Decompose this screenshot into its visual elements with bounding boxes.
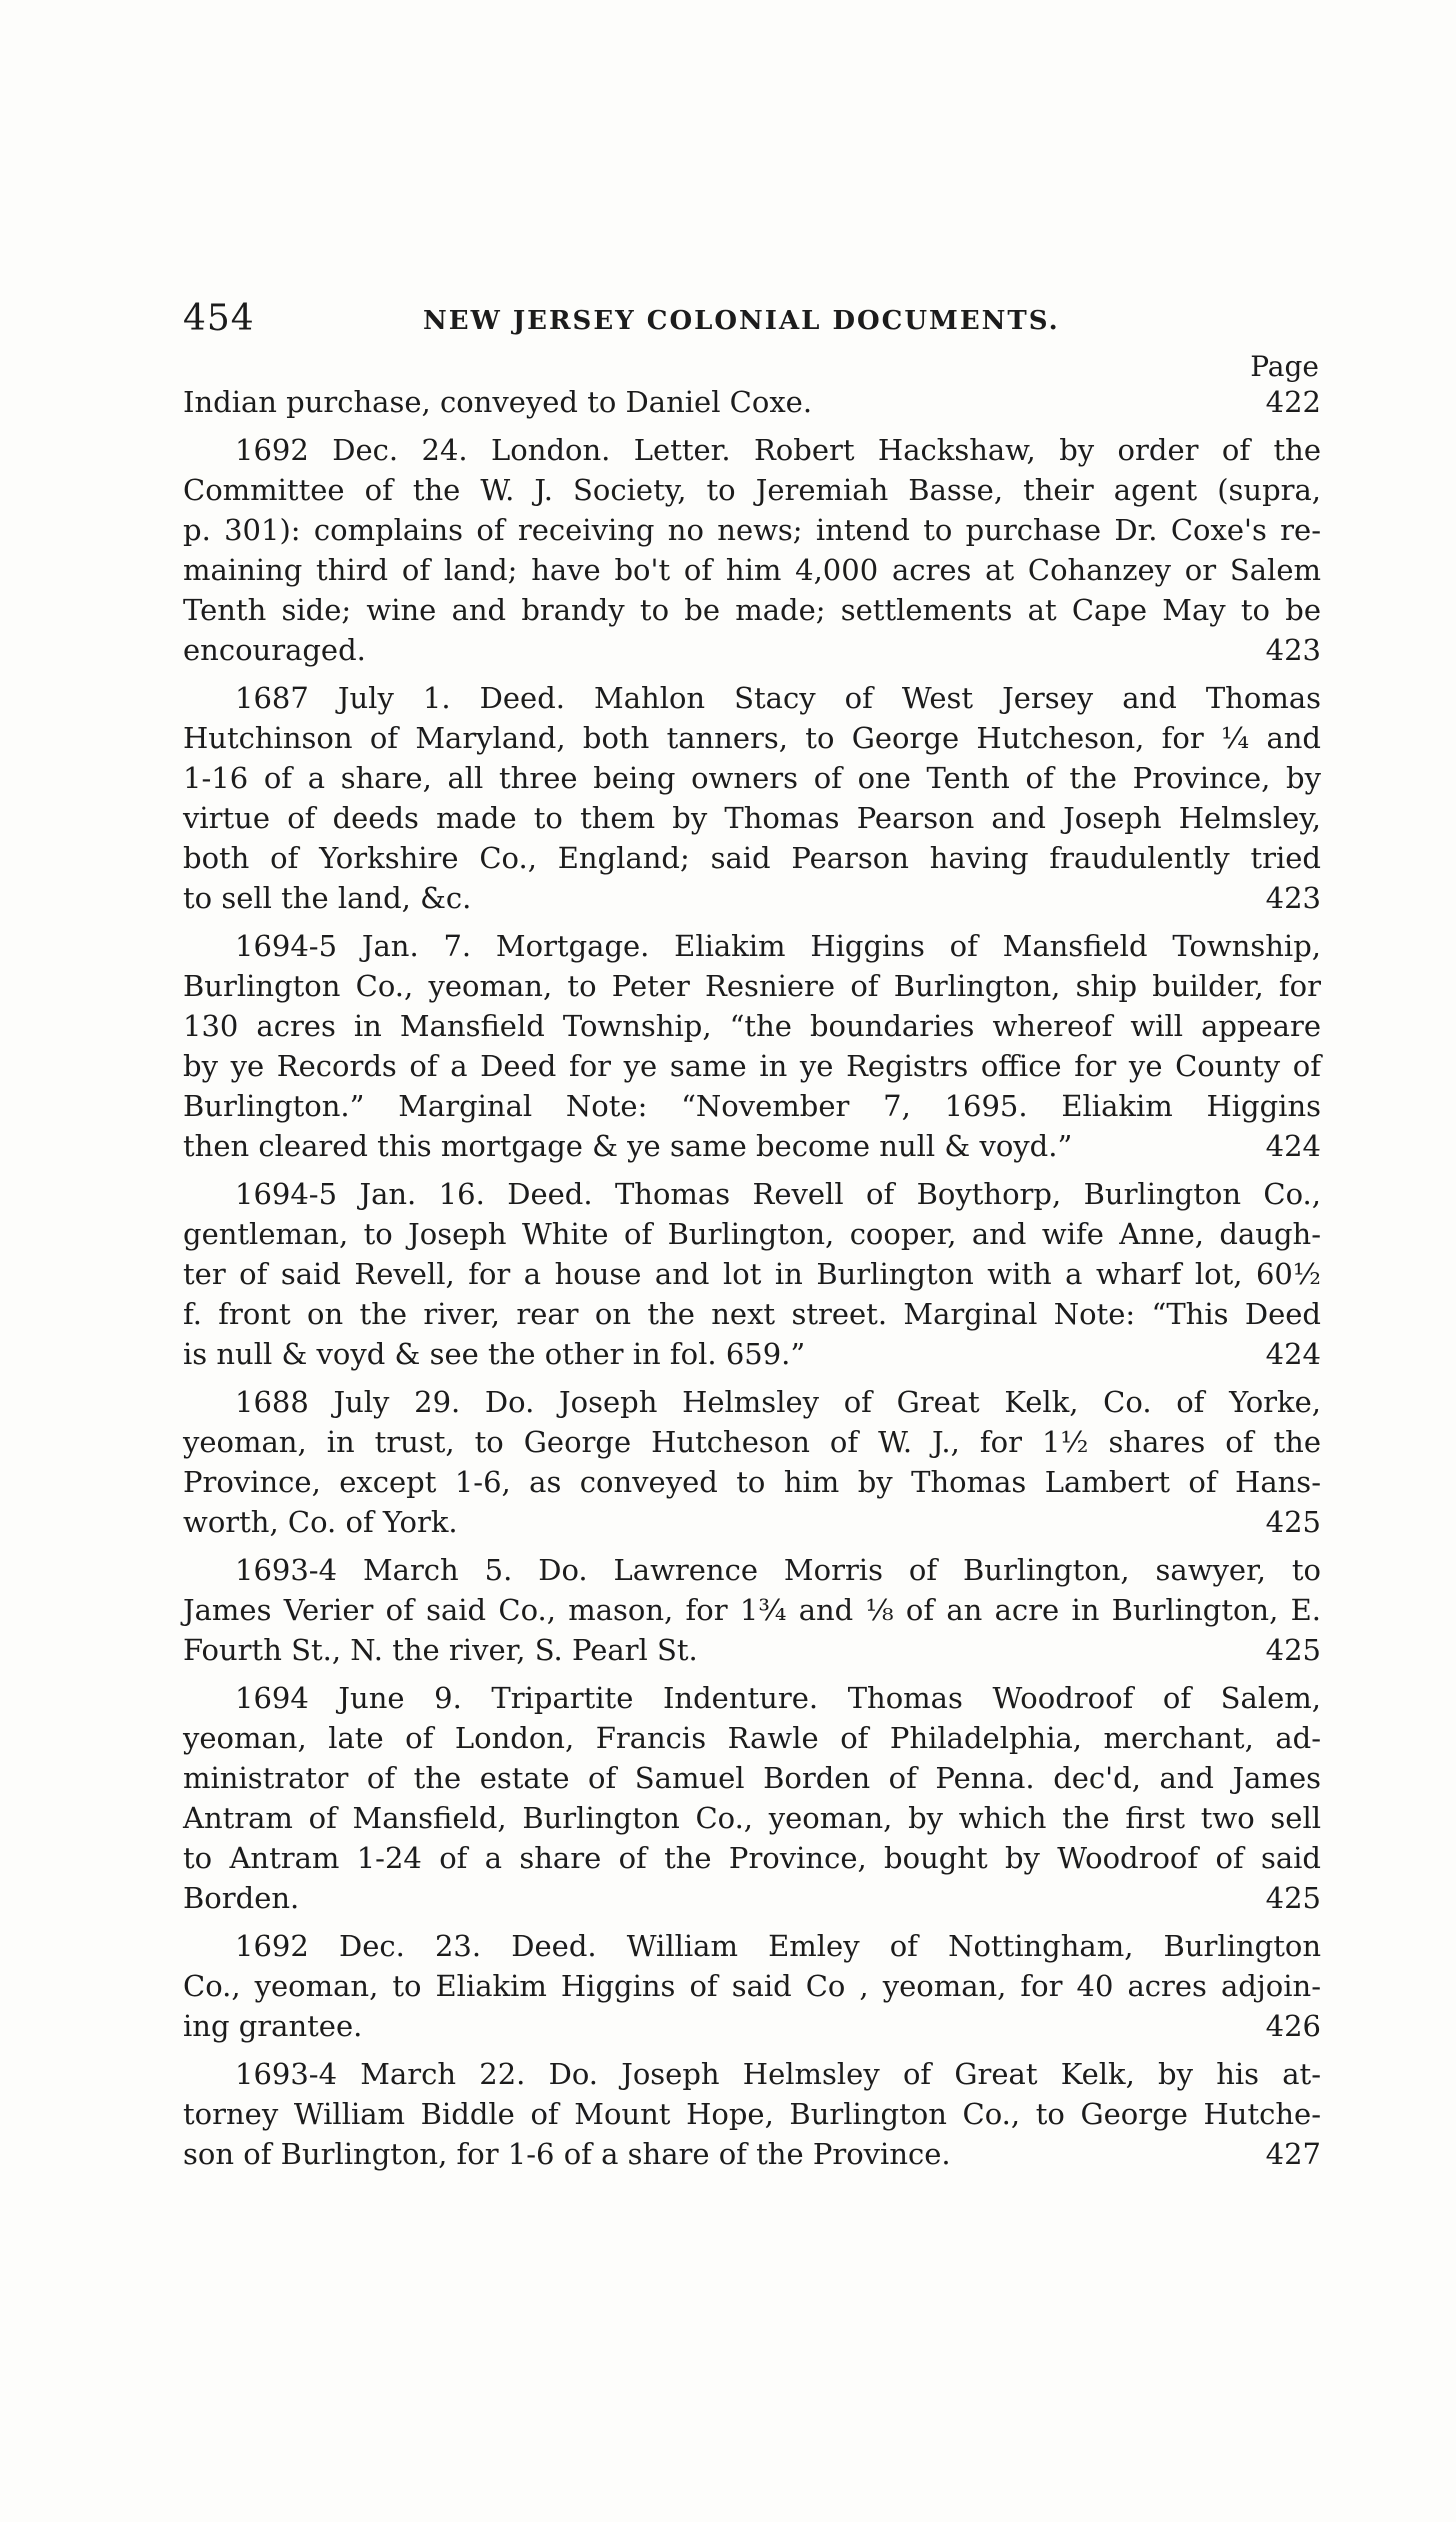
entry-text: Burlington Co., yeoman, to Peter Resniere of Burlington, ship builder, for [183,969,1321,1003]
page-reference: 423 [1265,881,1321,915]
entry-text: p. 301): complains of receiving no news; intend to purchase Dr. Coxe's re- [183,513,1321,547]
calendar-entry [183,678,1321,918]
calendar-entry [183,382,1321,422]
calendar-entry [183,1382,1321,1542]
page-number: 454 [183,298,255,339]
entry-text: Indian purchase, conveyed to Daniel Coxe. [183,385,813,419]
entry-line [183,1006,1321,1046]
entry-text: Borden. [183,1881,300,1915]
entry-line [183,550,1321,590]
entry-text: 1693-4 March 22. Do. Joseph Helmsley of Great Kelk, by his at- [235,2057,1321,2091]
entry-line [183,1502,1321,1542]
entry-text: James Verier of said Co., mason, for 1¾ and ⅛ of an acre in Burlington, E. [183,1593,1321,1627]
page-reference: 425 [1265,1633,1321,1667]
entry-text: Antram of Mansfield, Burlington Co., yeoman, by which the first two sell [183,1801,1321,1835]
entry-text: 1693-4 March 5. Do. Lawrence Morris of Burlington, sawyer, to [235,1553,1321,1587]
entry-text: 1694-5 Jan. 7. Mortgage. Eliakim Higgins of Mansfield Township, [235,929,1321,963]
entry-text: to sell the land, &c. [183,881,472,915]
entry-line [183,1086,1321,1126]
entry-line [183,798,1321,838]
entry-text: 1694-5 Jan. 16. Deed. Thomas Revell of Boythorp, Burlington Co., [235,1177,1321,1211]
entry-text: by ye Records of a Deed for ye same in ye Registrs office for ye County of [183,1049,1321,1083]
calendar-entry [183,1174,1321,1374]
entry-line [183,678,1321,718]
entry-line [183,1462,1321,1502]
entry-line [183,510,1321,550]
entry-text: ing grantee. [183,2009,363,2043]
page-reference: 425 [1265,1881,1321,1915]
entry-line [183,1678,1321,1718]
entry-text: 1688 July 29. Do. Joseph Helmsley of Great Kelk, Co. of Yorke, [235,1385,1321,1419]
page-reference: 425 [1265,1505,1321,1539]
entry-line [183,1334,1321,1374]
entry-line [183,1878,1321,1918]
entry-line [183,1798,1321,1838]
entry-text: son of Burlington, for 1-6 of a share of the Province. [183,2137,951,2171]
entry-text: gentleman, to Joseph White of Burlington, cooper, and wife Anne, daugh- [183,1217,1321,1251]
calendar-entry [183,2054,1321,2174]
entry-text: Hutchinson of Maryland, both tanners, to George Hutcheson, for ¼ and [183,721,1321,755]
entry-line [183,926,1321,966]
entry-line [183,1214,1321,1254]
entry-text: encouraged. [183,633,366,667]
calendar-entry [183,1926,1321,2046]
entry-text: Burlington.” Marginal Note: “November 7, 1695. Eliakim Higgins [183,1089,1321,1123]
entry-list [183,382,1321,2182]
entry-text: Co., yeoman, to Eliakim Higgins of said Co , yeoman, for 40 acres adjoin- [183,1969,1321,2003]
entry-line [183,1254,1321,1294]
entry-line [183,718,1321,758]
entry-line [183,1966,1321,2006]
entry-text: 1687 July 1. Deed. Mahlon Stacy of West Jersey and Thomas [235,681,1321,715]
entry-line [183,1174,1321,1214]
entry-text: 1-16 of a share, all three being owners of one Tenth of the Province, by [183,761,1321,795]
entry-line [183,1294,1321,1334]
entry-text: ministrator of the estate of Samuel Borden of Penna. dec'd, and James [183,1761,1321,1795]
entry-line [183,1046,1321,1086]
entry-line [183,1422,1321,1462]
entry-line [183,1126,1321,1166]
entry-line [183,838,1321,878]
entry-text: then cleared this mortgage & ye same become null & voyd.” [183,1129,1073,1163]
calendar-entry [183,1550,1321,1670]
entry-text: Tenth side; wine and brandy to be made; settlements at Cape May to be [183,593,1321,627]
entry-line [183,1838,1321,1878]
entry-line [183,1926,1321,1966]
entry-text: Committee of the W. J. Society, to Jeremiah Basse, their agent (supra, [183,473,1321,507]
entry-text: 130 acres in Mansfield Township, “the boundaries whereof will appeare [183,1009,1321,1043]
entry-line [183,758,1321,798]
entry-text: 1694 June 9. Tripartite Indenture. Thomas Woodroof of Salem, [235,1681,1321,1715]
entry-line [183,1590,1321,1630]
entry-text: Fourth St., N. the river, S. Pearl St. [183,1633,698,1667]
entry-text: virtue of deeds made to them by Thomas Pearson and Joseph Helmsley, [183,801,1321,835]
calendar-entry [183,1678,1321,1918]
entry-line [183,590,1321,630]
entry-text: torney William Biddle of Mount Hope, Burlington Co., to George Hutche- [183,2097,1321,2131]
entry-line [183,1630,1321,1670]
calendar-entry [183,926,1321,1166]
entry-text: yeoman, in trust, to George Hutcheson of W. J., for 1½ shares of the [183,1425,1321,1459]
entry-line [183,966,1321,1006]
entry-line [183,1718,1321,1758]
entry-text: yeoman, late of London, Francis Rawle of Philadelphia, merchant, ad- [183,1721,1321,1755]
page-column-label: Page [1250,350,1319,383]
entry-line [183,430,1321,470]
entry-text: Province, except 1-6, as conveyed to him by Thomas Lambert of Hans- [183,1465,1321,1499]
entry-text: to Antram 1-24 of a share of the Province, bought by Woodroof of said [183,1841,1321,1875]
running-title: NEW JERSEY COLONIAL DOCUMENTS. [423,306,1060,336]
calendar-entry [183,430,1321,670]
entry-text: both of Yorkshire Co., England; said Pearson having fraudulently tried [183,841,1321,875]
page-reference: 426 [1265,2009,1321,2043]
entry-line [183,630,1321,670]
entry-text: worth, Co. of York. [183,1505,458,1539]
entry-line [183,2006,1321,2046]
entry-line [183,1550,1321,1590]
entry-line [183,2094,1321,2134]
entry-text: ter of said Revell, for a house and lot in Burlington with a wharf lot, 60½ [183,1257,1321,1291]
page-reference: 424 [1265,1337,1321,1371]
entry-line [183,2054,1321,2094]
entry-text: 1692 Dec. 24. London. Letter. Robert Hackshaw, by order of the [235,433,1321,467]
entry-text: is null & voyd & see the other in fol. 659.” [183,1337,806,1371]
entry-text: 1692 Dec. 23. Deed. William Emley of Nottingham, Burlington [235,1929,1321,1963]
entry-text: maining third of land; have bo't of him 4,000 acres at Cohanzey or Salem [183,553,1321,587]
entry-line [183,382,1321,422]
page-reference: 423 [1265,633,1321,667]
entry-line [183,470,1321,510]
page-reference: 424 [1265,1129,1321,1163]
entry-line [183,2134,1321,2174]
page-reference: 422 [1265,385,1321,419]
page-reference: 427 [1265,2137,1321,2171]
entry-line [183,878,1321,918]
entry-text: f. front on the river, rear on the next street. Marginal Note: “This Deed [183,1297,1321,1331]
page-header [183,298,1319,348]
entry-line [183,1758,1321,1798]
entry-line [183,1382,1321,1422]
